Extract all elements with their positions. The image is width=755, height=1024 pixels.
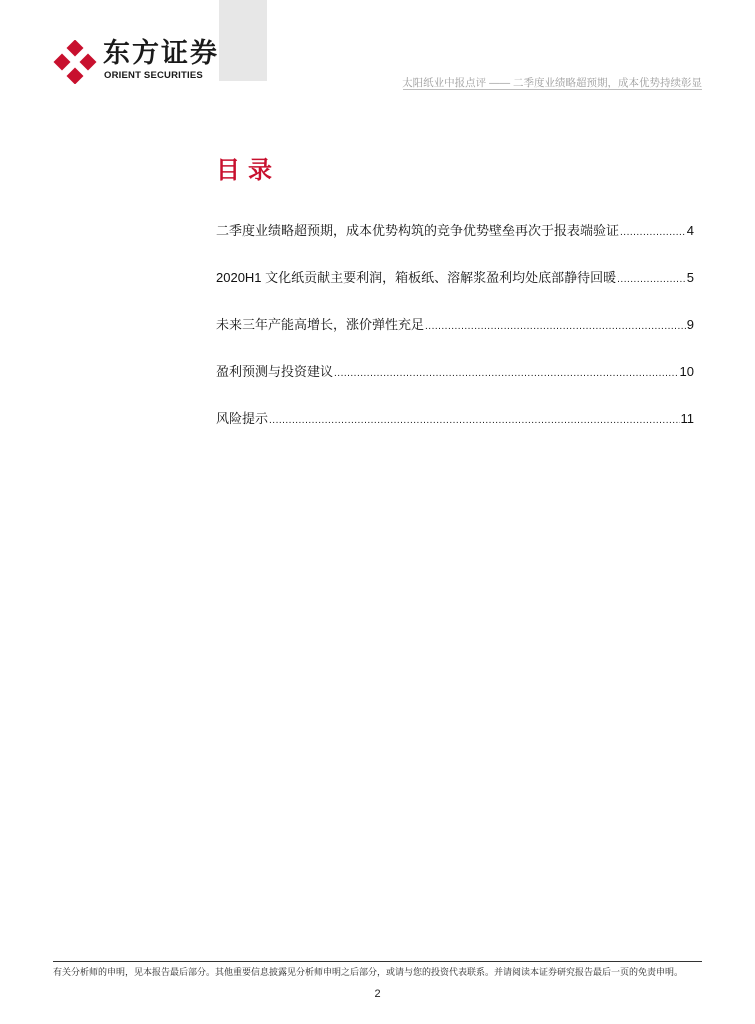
brand-name-cn: 东方证券	[103, 38, 219, 68]
header-divider	[403, 89, 702, 90]
toc-entry-label: 风险提示	[216, 411, 269, 426]
toc-entry[interactable]	[216, 410, 694, 430]
toc-heading: 目录	[216, 157, 280, 184]
page-number: 2	[374, 988, 381, 1000]
toc-entry-label: 2020H1 文化纸贡献主要利润，箱板纸、溶解浆盈利均处底部静待回暖	[216, 270, 617, 285]
toc-entry[interactable]	[216, 222, 694, 242]
toc-entry-page: 9	[686, 317, 694, 332]
brand-name-en: ORIENT SECURITIES	[104, 70, 203, 81]
toc-leader-dots	[425, 318, 686, 336]
toc-entry-label: 二季度业绩略超预期，成本优势构筑的竞争优势壁垒再次于报表端验证	[216, 223, 620, 238]
toc-leader-dots	[620, 224, 686, 242]
toc-entry-label: 未来三年产能高增长，涨价弹性充足	[216, 317, 425, 332]
running-header-title: 太阳纸业中报点评 —— 二季度业绩略超预期，成本优势持续彰显	[402, 77, 702, 89]
toc-entry-label: 盈利预测与投资建议	[216, 364, 334, 379]
toc-leader-dots	[334, 365, 679, 383]
footer-disclaimer: 有关分析师的申明，见本报告最后部分。其他重要信息披露见分析师申明之后部分，或请与您的投资代表联系。并请阅读本证券研究报告最后一页的免责申明。	[53, 967, 684, 977]
toc-entry[interactable]	[216, 363, 694, 383]
header-decor-bar	[219, 0, 267, 81]
toc-entry-page: 11	[680, 411, 694, 426]
toc-entry[interactable]	[216, 269, 694, 289]
footer-divider	[53, 961, 702, 962]
orient-securities-logo-icon	[53, 40, 97, 84]
toc-entry-page: 10	[679, 364, 694, 379]
toc-entry-page: 4	[686, 223, 694, 238]
toc-leader-dots	[269, 412, 679, 430]
toc-entry-page: 5	[686, 270, 694, 285]
toc-entry[interactable]	[216, 316, 694, 336]
toc-leader-dots	[617, 271, 686, 289]
